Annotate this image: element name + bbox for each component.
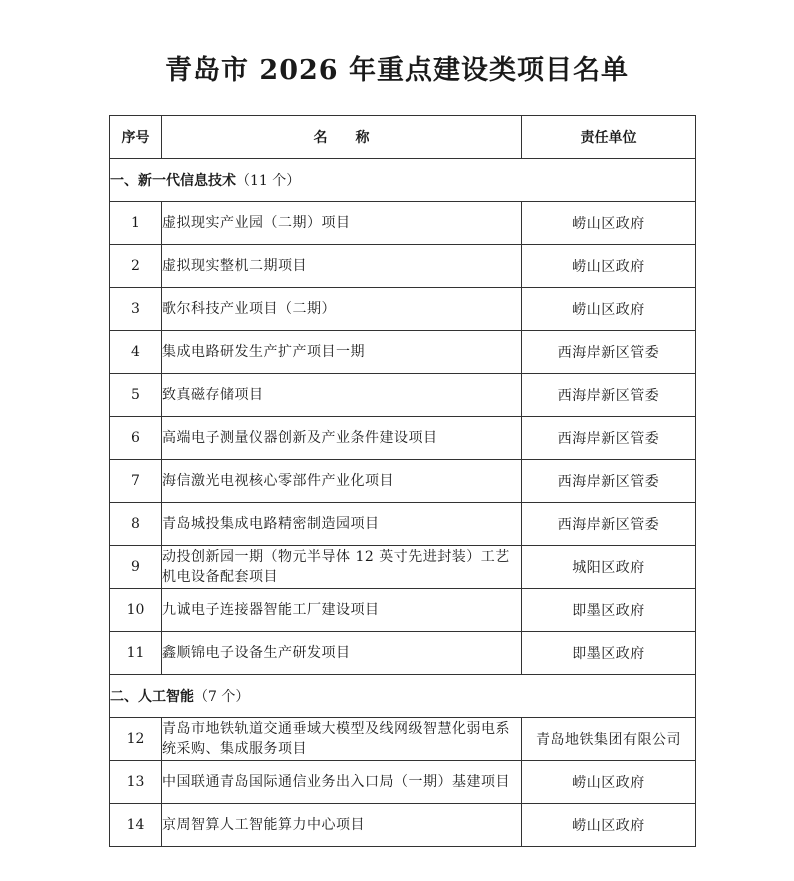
responsible-unit: 崂山区政府	[522, 202, 696, 245]
section-row	[110, 159, 696, 202]
table-header-row	[110, 116, 696, 159]
project-name: 虚拟现实整机二期项目	[162, 245, 522, 288]
responsible-unit: 崂山区政府	[522, 245, 696, 288]
responsible-unit: 即墨区政府	[522, 632, 696, 675]
header-no: 序号	[110, 116, 162, 159]
row-number: 13	[110, 761, 162, 804]
table-row	[110, 589, 696, 632]
project-name: 歌尔科技产业项目（二期）	[162, 288, 522, 331]
header-unit: 责任单位	[522, 116, 696, 159]
section-title	[110, 159, 696, 202]
table-row	[110, 804, 696, 847]
project-name: 致真磁存储项目	[162, 374, 522, 417]
row-number: 11	[110, 632, 162, 675]
project-name: 集成电路研发生产扩产项目一期	[162, 331, 522, 374]
project-name: 鑫顺锦电子设备生产研发项目	[162, 632, 522, 675]
row-number: 6	[110, 417, 162, 460]
responsible-unit: 崂山区政府	[522, 288, 696, 331]
responsible-unit: 西海岸新区管委	[522, 460, 696, 503]
responsible-unit: 西海岸新区管委	[522, 503, 696, 546]
table-row	[110, 503, 696, 546]
section-count: （11 个）	[236, 173, 301, 189]
table-row	[110, 288, 696, 331]
row-number: 7	[110, 460, 162, 503]
responsible-unit: 青岛地铁集团有限公司	[522, 718, 696, 761]
project-name: 动投创新园一期（物元半导体 12 英寸先进封装）工艺机电设备配套项目	[162, 546, 522, 589]
project-name: 虚拟现实产业园（二期）项目	[162, 202, 522, 245]
table-row	[110, 632, 696, 675]
table-row	[110, 546, 696, 589]
row-number: 2	[110, 245, 162, 288]
row-number: 12	[110, 718, 162, 761]
responsible-unit: 崂山区政府	[522, 804, 696, 847]
row-number: 5	[110, 374, 162, 417]
project-table	[109, 115, 696, 847]
row-number: 4	[110, 331, 162, 374]
row-number: 10	[110, 589, 162, 632]
section-title	[110, 675, 696, 718]
table-row	[110, 374, 696, 417]
project-name: 青岛城投集成电路精密制造园项目	[162, 503, 522, 546]
project-name: 青岛市地铁轨道交通垂域大模型及线网级智慧化弱电系统采购、集成服务项目	[162, 718, 522, 761]
section-row	[110, 675, 696, 718]
project-name: 京周智算人工智能算力中心项目	[162, 804, 522, 847]
row-number: 3	[110, 288, 162, 331]
section-label: 一、新一代信息技术	[110, 173, 236, 189]
table-body	[110, 159, 696, 847]
responsible-unit: 西海岸新区管委	[522, 374, 696, 417]
table-row	[110, 202, 696, 245]
project-name: 九诚电子连接器智能工厂建设项目	[162, 589, 522, 632]
table-row	[110, 245, 696, 288]
responsible-unit: 西海岸新区管委	[522, 417, 696, 460]
table-row	[110, 718, 696, 761]
responsible-unit: 西海岸新区管委	[522, 331, 696, 374]
project-name: 中国联通青岛国际通信业务出入口局（一期）基建项目	[162, 761, 522, 804]
row-number: 8	[110, 503, 162, 546]
header-name: 名 称	[162, 116, 522, 159]
section-label: 二、人工智能	[110, 689, 194, 705]
table-row	[110, 460, 696, 503]
section-count: （7 个）	[194, 689, 250, 705]
row-number: 1	[110, 202, 162, 245]
project-name: 高端电子测量仪器创新及产业条件建设项目	[162, 417, 522, 460]
row-number: 9	[110, 546, 162, 589]
table-row	[110, 417, 696, 460]
project-name: 海信激光电视核心零部件产业化项目	[162, 460, 522, 503]
responsible-unit: 即墨区政府	[522, 589, 696, 632]
responsible-unit: 城阳区政府	[522, 546, 696, 589]
table-row	[110, 761, 696, 804]
row-number: 14	[110, 804, 162, 847]
table-row	[110, 331, 696, 374]
page-title: 青岛市 2026 年重点建设类项目名单	[165, 55, 629, 86]
responsible-unit: 崂山区政府	[522, 761, 696, 804]
